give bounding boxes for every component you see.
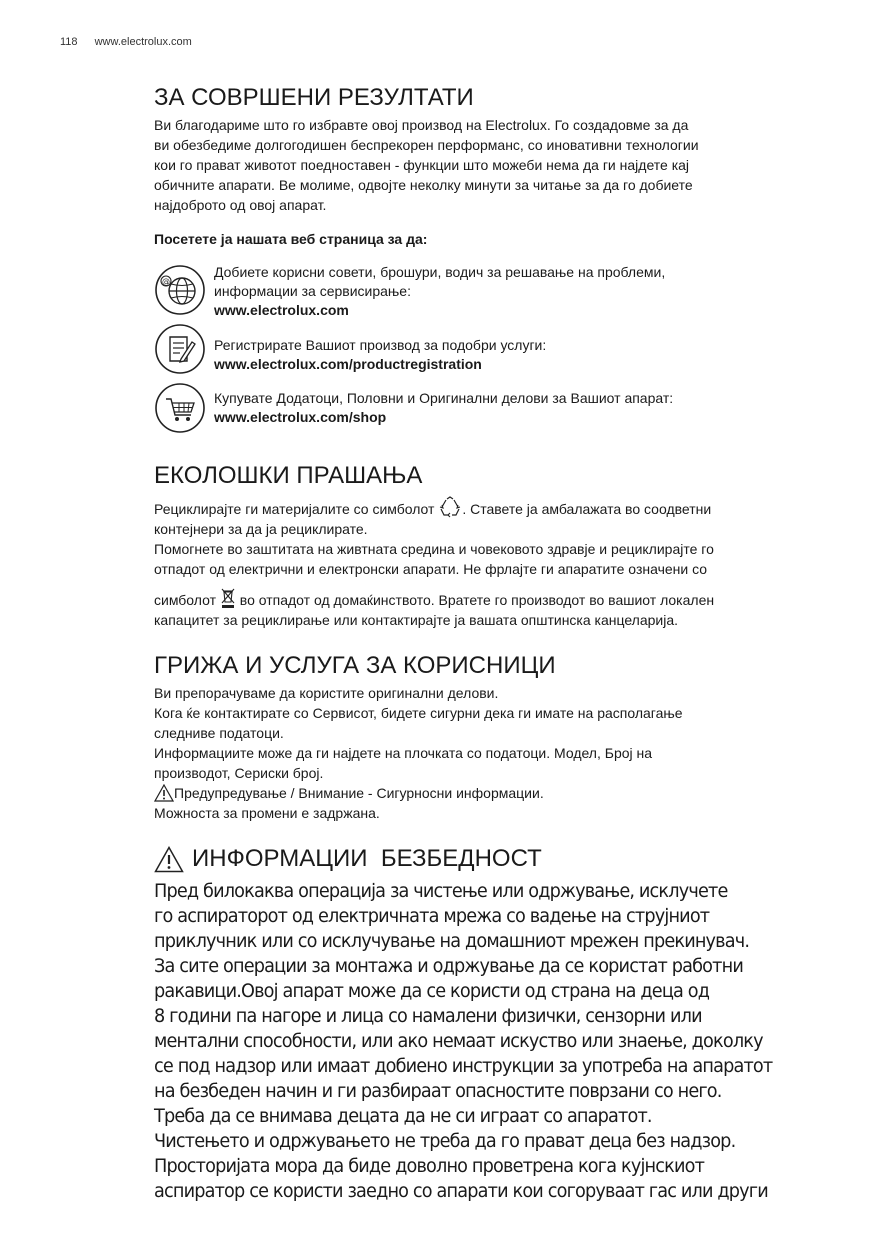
page-number: 118 — [60, 36, 78, 48]
care-line: Кога ќе контактирате со Сервисот, бидете сигурни дека ги имате на располагање — [154, 705, 683, 721]
safety-line: ментални способности, или ако немаат искуство или знаење, доколку — [154, 1030, 763, 1052]
safety-line: приклучник или со исклучување на домашниот мрежен прекинувач. — [154, 930, 750, 952]
eco-line: Помогнете во заштитата на живтната средина и човековото здравје и рециклирајте го — [154, 541, 714, 557]
eco-paragraph — [154, 496, 844, 630]
safety-line: 8 години па нагоре и лица со намалени физички, сензорни или — [154, 1005, 702, 1027]
link-electrolux[interactable]: www.electrolux.com — [214, 302, 349, 318]
care-line: Можноста за промени е задржана. — [154, 805, 380, 821]
eco-line: во отпадот од домаќинството. Вратете го производот во вашиот локален — [239, 592, 715, 608]
intro-line: ви обезбедиме долгогодишен беспрекорен перформанс, со иновативни технологии — [154, 137, 699, 153]
safety-title-text: ИНФОРМАЦИИ БЕЗБЕДНОСТ — [192, 845, 542, 872]
intro-line: обичните апарати. Ве молиме, одвојте неколку минути за читање за да го добиете — [154, 177, 693, 193]
safety-line: Чистењето и одржувањето не треба да го прават деца без надзор. — [154, 1130, 736, 1152]
care-title: ГРИЖА И УСЛУГА ЗА КОРИСНИЦИ — [154, 652, 556, 679]
care-line: производот, Сериски број. — [154, 765, 324, 781]
care-line: следниве податоци. — [154, 725, 284, 741]
visit-text: Добиете корисни совети, брошури, водич за решавање на проблеми, — [214, 264, 666, 280]
intro-paragraph — [154, 115, 844, 215]
registration-form-icon — [154, 323, 206, 375]
shopping-cart-icon — [154, 382, 206, 434]
intro-title: ЗА СОВРШЕНИ РЕЗУЛТАТИ — [154, 84, 474, 111]
intro-line: Ви благодариме што го избравте овој производ на Electrolux. Го создадовме за да — [154, 117, 689, 133]
crossed-bin-icon — [220, 587, 236, 609]
visit-item-register — [154, 322, 844, 381]
eco-line: Рециклирајте ги материјалите со симболот — [154, 501, 435, 517]
eco-line: контејнери за да ја рециклирате. — [154, 521, 368, 537]
safety-title — [154, 845, 844, 873]
svg-text:@: @ — [162, 277, 170, 286]
eco-line: отпадот од електрични и електронски апарати. Не фрлајте ги апаратите означени со — [154, 561, 708, 577]
safety-line: го аспираторот од електричната мрежа со вадење на струјниот — [154, 905, 710, 927]
visit-item-tips — [154, 263, 844, 322]
warning-icon — [154, 784, 174, 802]
eco-title: ЕКОЛОШКИ ПРАШАЊА — [154, 462, 423, 489]
intro-line: најдоброто од овој апарат. — [154, 197, 327, 213]
safety-line: ракавици.Овој апарат може да се користи од страна на деца од — [154, 980, 710, 1002]
safety-line: Треба да се внимава децата да не си играат со апаратот. — [154, 1105, 652, 1127]
safety-line: на безбеден начин и ги разбираат опасностите поврзани со него. — [154, 1080, 722, 1102]
eco-line: симболот — [154, 592, 217, 608]
header-site: www.electrolux.com — [94, 36, 192, 48]
visit-item-shop — [154, 381, 844, 440]
care-line: Информациите може да ги најдете на плочката со податоци. Модел, Број на — [154, 745, 653, 761]
visit-text: Купувате Додатоци, Половни и Оригинални делови за Вашиот апарат: — [214, 390, 674, 406]
safety-line: аспиратор се користи заедно со апарати кои согоруваат гас или други — [154, 1180, 768, 1202]
safety-paragraph — [154, 879, 805, 1204]
link-shop[interactable]: www.electrolux.com/shop — [214, 409, 387, 425]
visit-text: информации за сервисирање: — [214, 283, 411, 299]
eco-line: . Ставете ја амбалажата во соодветни — [462, 501, 712, 517]
page-content — [154, 84, 844, 1204]
recycle-icon — [438, 496, 462, 518]
visit-text: Регистрирате Вашиот производ за подобри услуги: — [214, 337, 547, 353]
care-warning: Предупредување / Внимание - Сигурносни информации. — [174, 785, 544, 801]
care-paragraph — [154, 683, 844, 823]
link-product-registration[interactable]: www.electrolux.com/productregistration — [214, 356, 482, 372]
warning-icon — [154, 846, 184, 873]
safety-line: За сите операции за монтажа и одржување да се користат работни — [154, 955, 743, 977]
safety-line: Пред билокаква операција за чистење или одржување, исклучете — [154, 880, 728, 902]
safety-line: се под надзор или имаат добиено инструкции за употреба на апаратот — [154, 1055, 773, 1077]
eco-line: капацитет за рециклирање или контактирајте ја вашата општинска канцеларија. — [154, 612, 679, 628]
visit-heading: Посетете ја нашата веб страница за да: — [154, 231, 428, 247]
globe-icon — [154, 264, 206, 316]
intro-line: кои го прават животот поедноставен - функции што можеби нема да ги најдете кај — [154, 157, 690, 173]
care-line: Ви препорачуваме да користите оригинални делови. — [154, 685, 499, 701]
safety-line: Просторијата мора да биде доволно проветрена кога кујнскиот — [154, 1155, 705, 1177]
visit-list — [154, 263, 844, 440]
page-header — [60, 36, 192, 48]
